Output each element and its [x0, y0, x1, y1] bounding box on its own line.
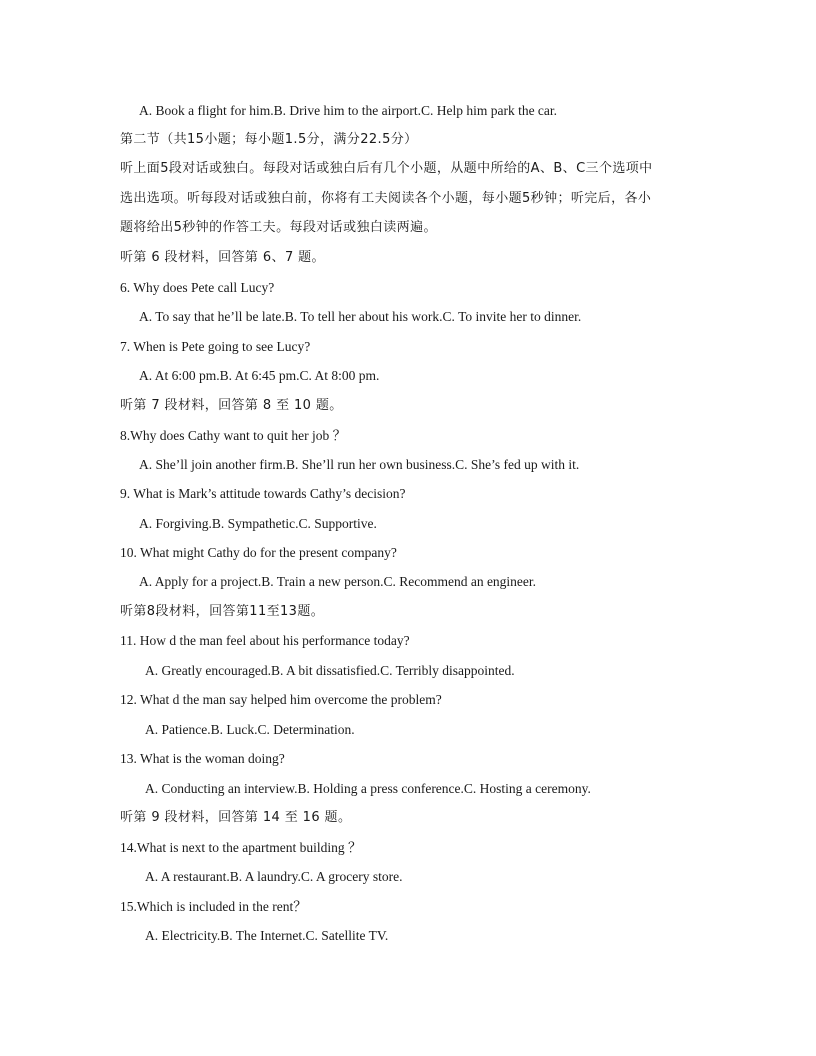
question-15: 15.Which is included in the rent？: [120, 899, 307, 914]
material-9-heading: 听第 9 段材料，回答第 14 至 16 题。: [120, 810, 352, 825]
answer-options-6: A. To say that he’ll be late.B. To tell her about his work.C. To invite her to dinner.: [139, 309, 582, 324]
instructions-line-3: 题将给出5秒钟的作答工夫。每段对话或独白读两遍。: [120, 220, 437, 235]
question-9: 9. What is Mark’s attitude towards Cathy’s decision?: [120, 486, 406, 501]
answer-options-7: A. At 6:00 pm.B. At 6:45 pm.C. At 8:00 pm.: [139, 368, 380, 383]
answer-options-10: A. Apply for a project.B. Train a new person.C. Recommend an engineer.: [139, 574, 537, 589]
material-7-heading: 听第 7 段材料，回答第 8 至 10 题。: [120, 398, 343, 413]
question-6: 6. Why does Pete call Lucy?: [120, 280, 275, 295]
answer-options-15: A. Electricity.B. The Internet.C. Satellite TV.: [145, 928, 389, 943]
answer-options-12: A. Patience.B. Luck.C. Determination.: [145, 722, 355, 737]
section-heading: 第二节（共15小题；每小题1.5分，满分22.5分）: [120, 132, 418, 147]
instructions-line-1: 听上面5段对话或独白。每段对话或独白后有几个小题，从题中所给的A、B、C三个选项中: [120, 161, 653, 176]
answer-options-11: A. Greatly encouraged.B. A bit dissatisfied.C. Terribly disappointed.: [145, 663, 515, 678]
question-11: 11. How d the man feel about his performance today?: [120, 633, 410, 648]
material-6-heading: 听第 6 段材料，回答第 6、7 题。: [120, 250, 325, 265]
question-10: 10. What might Cathy do for the present company?: [120, 545, 397, 560]
question-12: 12. What d the man say helped him overcome the problem?: [120, 692, 442, 707]
question-13: 13. What is the woman doing?: [120, 751, 285, 766]
answer-options-13: A. Conducting an interview.B. Holding a press conference.C. Hosting a ceremony.: [145, 781, 591, 796]
answer-options-5: A. Book a flight for him.B. Drive him to the airport.C. Help him park the car.: [139, 103, 558, 118]
material-8-heading: 听第8段材料，回答第11至13题。: [120, 604, 325, 619]
answer-options-8: A. She’ll join another firm.B. She’ll run her own business.C. She’s fed up with it.: [139, 457, 580, 472]
question-14: 14.What is next to the apartment building ？: [120, 840, 362, 855]
question-8: 8.Why does Cathy want to quit her job ？: [120, 428, 347, 443]
question-7: 7. When is Pete going to see Lucy?: [120, 339, 311, 354]
answer-options-14: A. A restaurant.B. A laundry.C. A grocery store.: [145, 869, 403, 884]
answer-options-9: A. Forgiving.B. Sympathetic.C. Supportive.: [139, 516, 377, 531]
instructions-line-2: 选出选项。听每段对话或独白前，你将有工夫阅读各个小题，每小题5秒钟；听完后，各小: [120, 191, 652, 206]
